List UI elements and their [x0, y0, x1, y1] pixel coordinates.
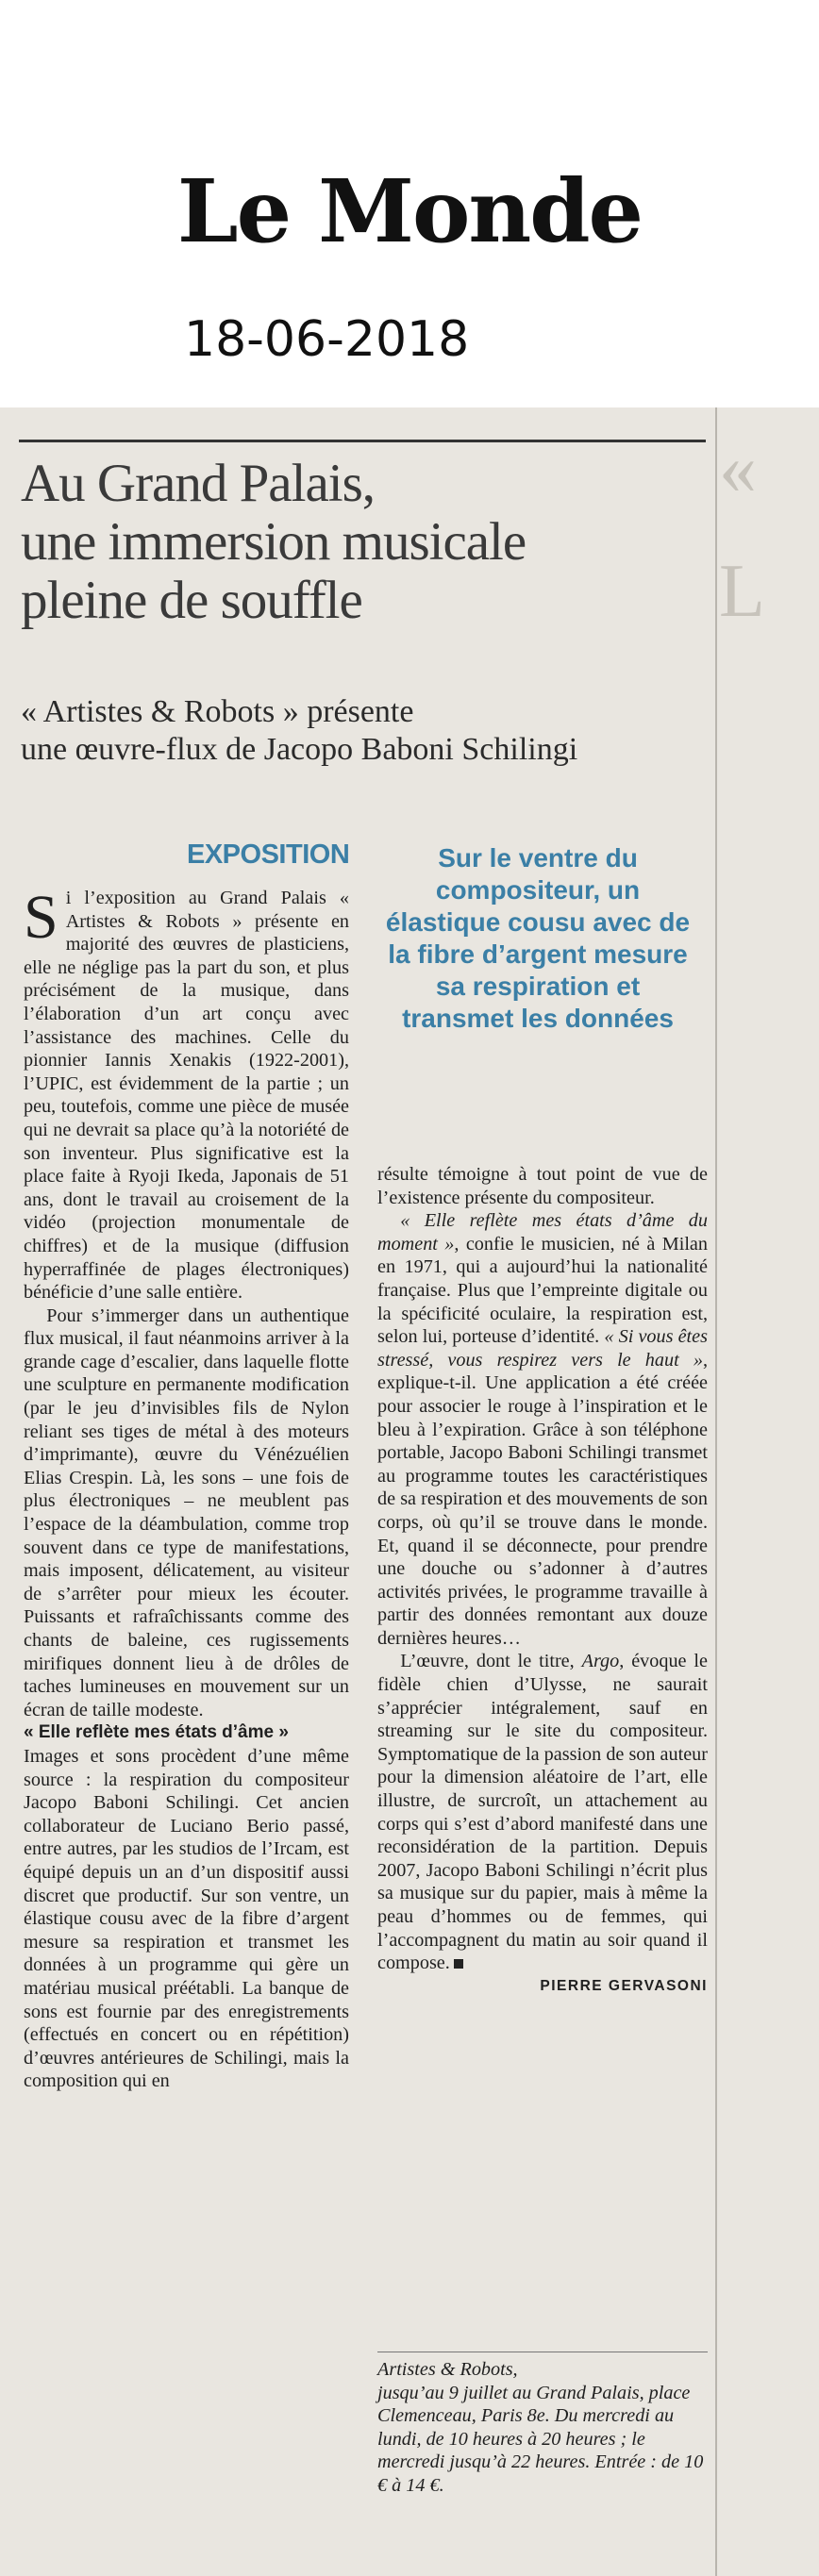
- infobox-body: jusqu’au 9 juillet au Grand Palais, place Clemenceau, Paris 8e. Du mercredi au lundi, de 10 heures à 20 heures ; le mercredi jusqu’à 22 heures. Entrée : de 10 € à 14 €.: [377, 2382, 704, 2496]
- headline-line: pleine de souffle: [21, 571, 362, 630]
- quote: « Si vous êtes stressé, vous respirez vers le haut »: [377, 1326, 708, 1371]
- intertitle: « Elle reflète mes états d’âme »: [24, 1722, 289, 1743]
- practical-info: [377, 2358, 708, 2498]
- headline-line: une immersion musicale: [21, 512, 526, 572]
- headline-line: Au Grand Palais,: [21, 454, 376, 513]
- paragraph: [24, 883, 349, 1305]
- top-rule: [19, 440, 706, 442]
- paragraph-text: , évoque le fidèle chien d’Ulysse, ne saurait s’apprécier intégralement, sauf en streaming sur le site du compositeur. Symptomatique de la passion de son auteur pour la dimension aléatoire de l’art, elle illustre, de surcroît, un attachement au corps qui s’est d’abord manifesté dans une reconsidération de la partition. Depuis 2007, Jacopo Baboni Schilingi n’écrit plus sa musique sur du papier, mais à même la peau d’hommes ou de femmes, qui l’accompagnent du matin au soir quand il compose.: [377, 1651, 708, 1974]
- clipping-date: 18-06-2018: [184, 311, 470, 368]
- paragraph-text: , confie le musicien, né à Milan en 1971, qui a aujourd’hui la nationalité française. Plus que l’empreinte digitale ou la spécificité oculaire, la respiration est, selon lui, porteuse d’identité.: [377, 1233, 708, 1348]
- end-mark-icon: [454, 1959, 463, 1969]
- masthead-logo: Le Monde: [176, 160, 643, 262]
- article-column-2: [377, 1163, 708, 1998]
- subheadline-line: « Artistes & Robots » présente: [21, 694, 414, 729]
- subheadline: [21, 693, 710, 769]
- paragraph: Pour s’immerger dans un authentique flux musical, il faut néanmoins arriver à la grande cage d’escalier, dans laquelle flotte une sculpture en permanente modification (par le jeu d’invisibles fils de Nylon reliant ses tiges de métal à des moteurs d’imprimante), œuvre du Vénézuélien Elias Crespin. Là, les sons – une fois de plus électroniques – ne meublent pas l’espace de la déambulation, comme trop souvent dans ce type de manifestations, mais imposent, délicatement, au visiteur de s’arrêter pour mieux les écouter. Puissants et rafraîchissants comme des chants de baleine, ces rugissements mirifiques donnent lieu à de drôles de taches lumineuses en mouvement sur un écran de taille modeste.: [24, 1305, 349, 1720]
- author-signature: PIERRE GERVASONI: [540, 1977, 708, 1994]
- paragraph-text: L’œuvre, dont le titre,: [400, 1651, 582, 1672]
- pull-quote: Sur le ventre du compositeur, un élastique cousu avec de la fibre d’argent mesure sa respiration et transmet les données: [385, 843, 691, 1033]
- article-column-1: [24, 883, 349, 2093]
- drop-cap: S: [24, 883, 58, 952]
- section-rubric: EXPOSITION: [187, 839, 350, 870]
- paragraph: résulte témoigne à tout point de vue de l’existence présente du compositeur.: [377, 1164, 708, 1208]
- paragraph: [377, 1650, 708, 1974]
- paragraph: Images et sons procèdent d’une même source : la respiration du compositeur Jacopo Baboni Schilingi. Cet ancien collaborateur de Luciano Berio passé, entre autres, par les studios de l’Ircam, est équipé depuis un an d’un dispositif aussi discret que productif. Sur son ventre, un élastique cousu avec de la fibre d’argent mesure sa respiration et transmet les données à un programme qui gère un matériau musical préétabli. La banque de sons est fournie par des enregistrements (effectués en concert ou en répétition) d’œuvres antérieures de Schilingi, mais la composition qui en: [24, 1745, 349, 2092]
- column-divider: [715, 407, 717, 2576]
- paragraph: [377, 1209, 708, 1650]
- adjacent-article-edge: « L: [719, 427, 765, 633]
- quote: « Elle reflète mes états d’âme du moment »: [377, 1210, 708, 1255]
- paragraph-text: i l’exposition au Grand Palais « Artistes & Robots » présente en majorité des œuvres de plasticiens, elle ne néglige pas la part du son, et plus précisément de la musique, dans l’élaboration d’un art conçu avec l’assistance des machines. Celle du pionnier Iannis Xenakis (1922-2001), l’UPIC, est évidemment de la partie ; un peu, toutefois, comme une pièce de musée qui ne devrait sa place qu’à la notoriété de son inventeur. Plus significative est la place faite à Ryoji Ikeda, Japonais de 51 ans, dont le travail au croisement de la vidéo (projection monumentale de chiffres) et de la musique (diffusion hyperraffinée de plages électroniques) bénéficie d’une salle entière.: [24, 888, 349, 1304]
- subheadline-line: une œuvre-flux de Jacopo Baboni Schilingi: [21, 732, 578, 767]
- headline: [21, 455, 710, 630]
- infobox-title: Artistes & Robots,: [377, 2359, 518, 2380]
- work-title: Argo: [581, 1651, 620, 1672]
- paragraph-text: , explique-t-il. Une application a été créée pour associer le rouge à l’inspiration et le bleu à l’expiration. Grâce à son téléphone portable, Jacopo Baboni Schilingi transmet au programme toutes les caractéristiques de sa respiration et des mouvements de son corps, où qu’il se trouve dans le monde. Et, quand il se déconnecte, pour prendre une douche ou s’adonner à d’autres activités privées, le programme travaille à partir des données remontant aux douze dernières heures…: [377, 1349, 708, 1649]
